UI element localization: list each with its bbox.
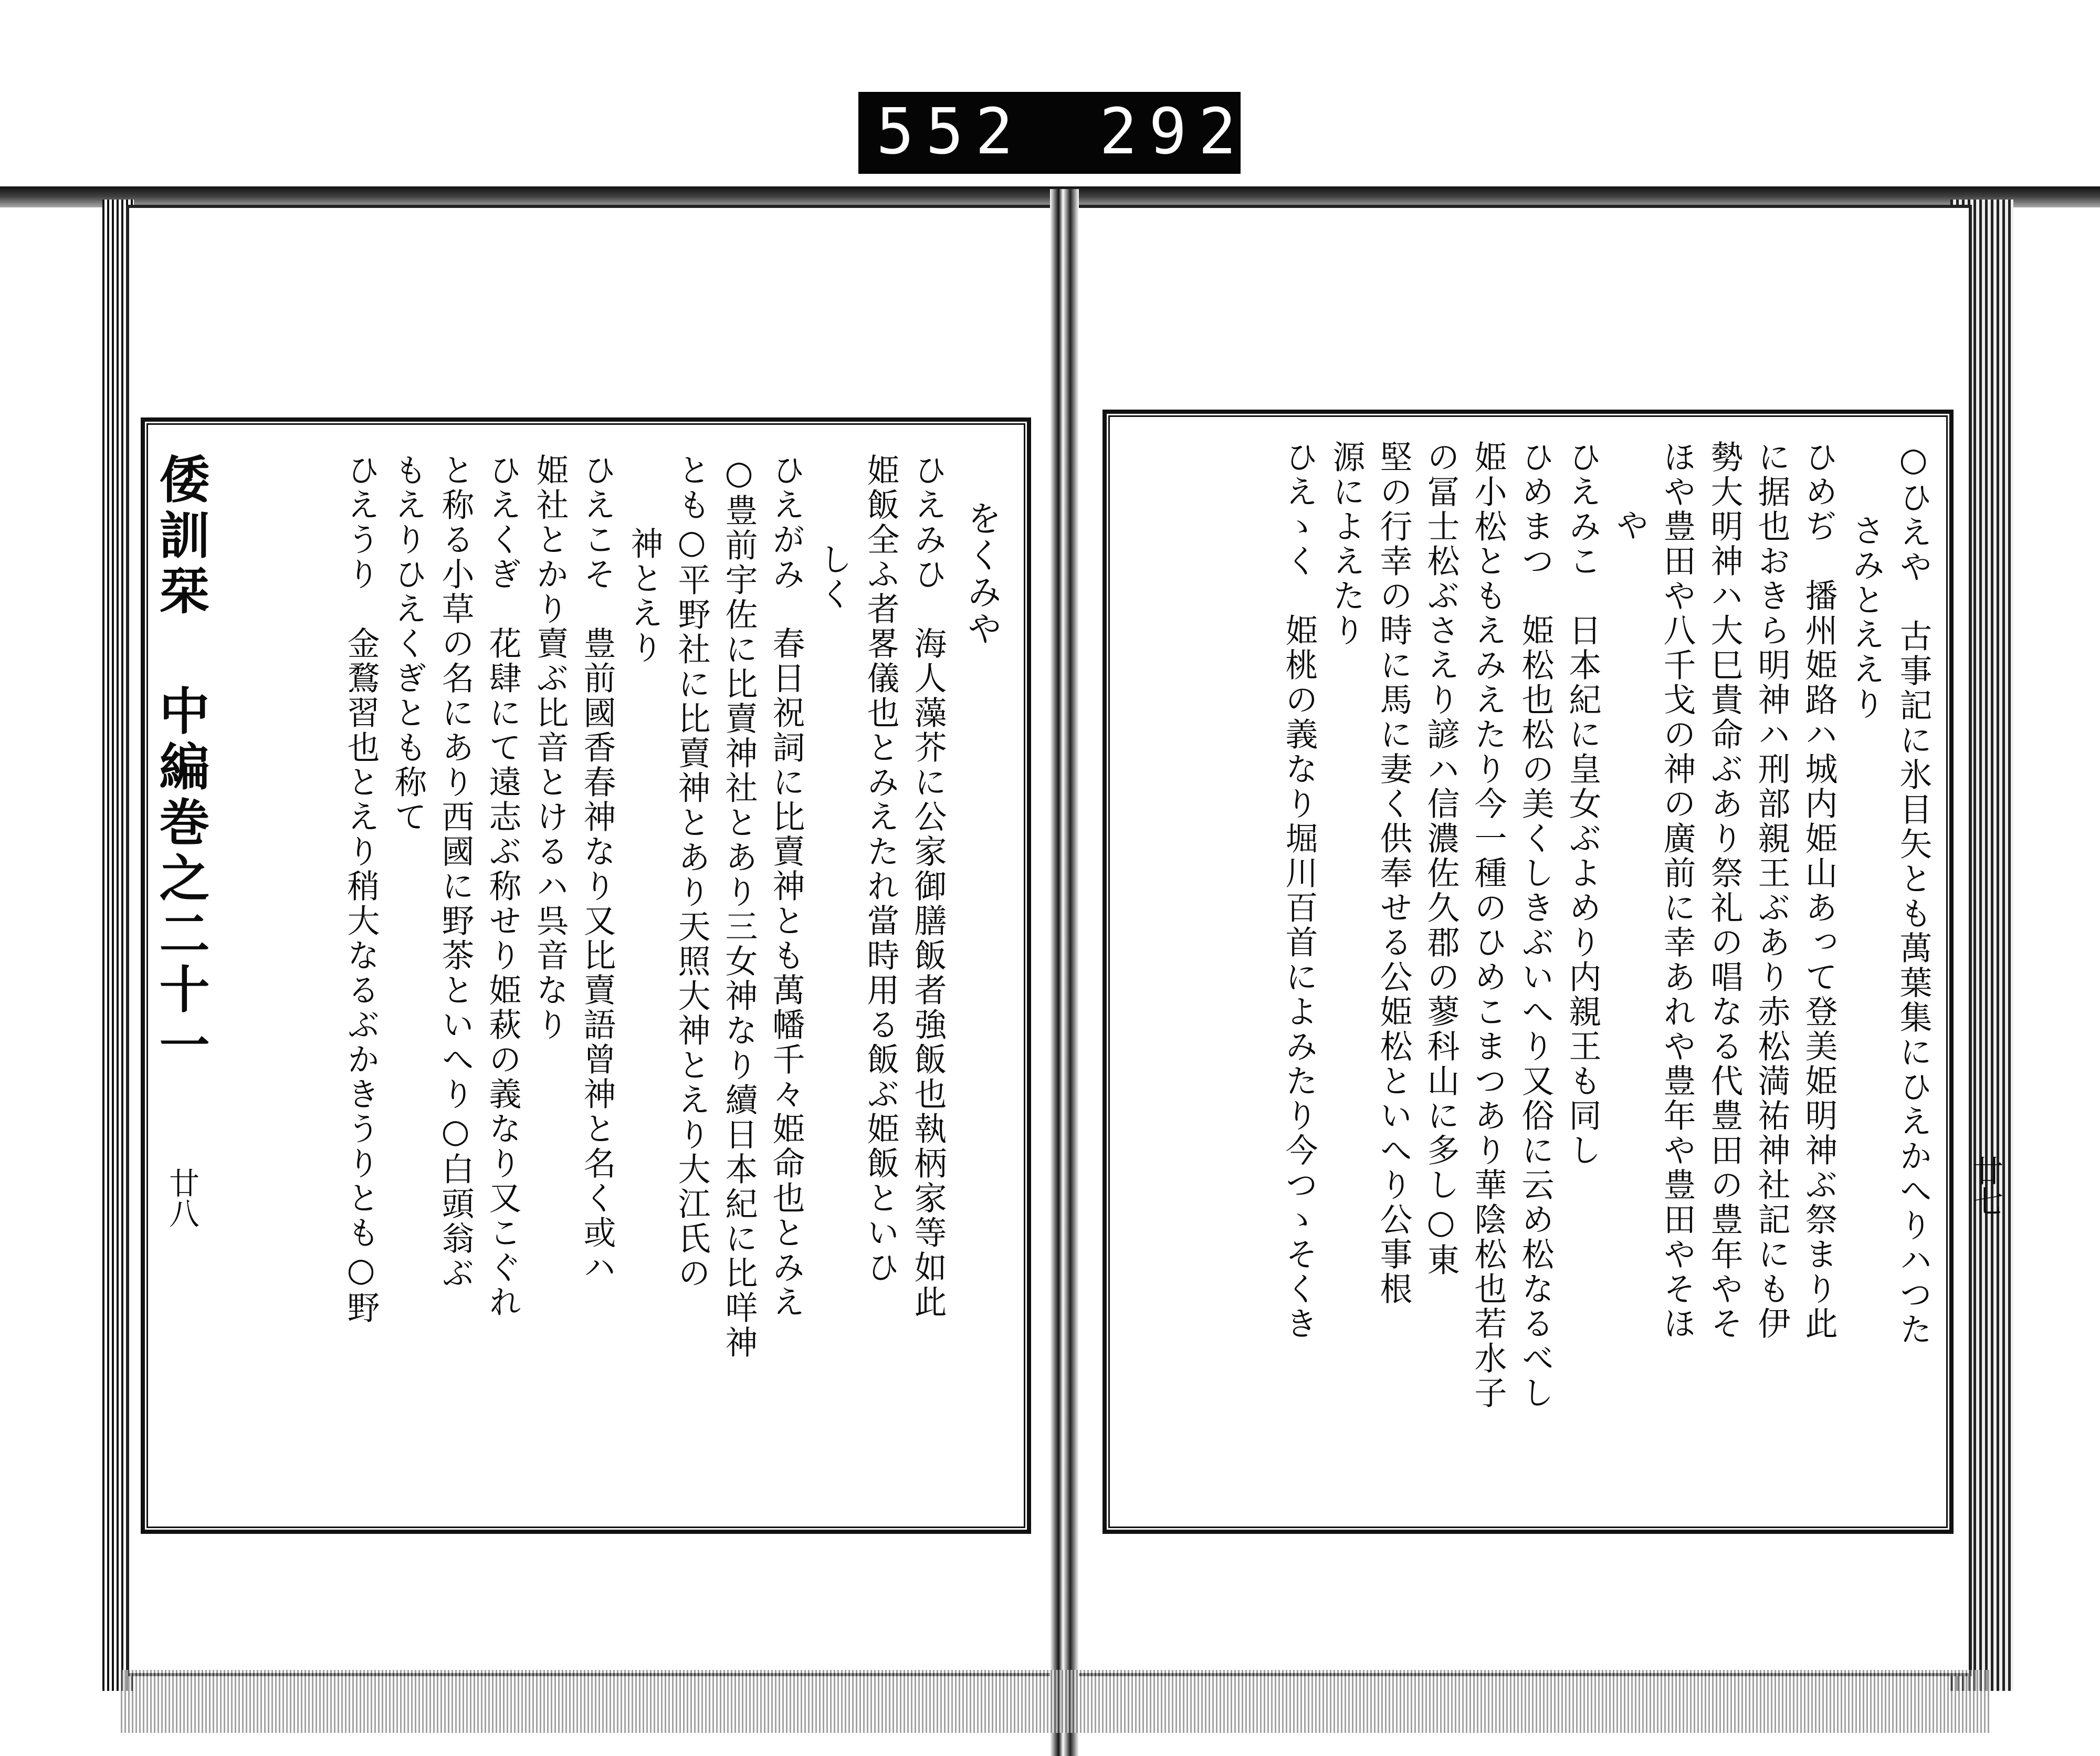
left-col-1: をくみや <box>961 500 1002 647</box>
right-col-13: 源によえたり <box>1327 440 1366 648</box>
right-col-4: に据也おきら明神ハ刑部親王ぶあり赤松満祐神社記にも伊 <box>1752 440 1791 1341</box>
right-col-5: 勢大明神ハ大巳貴命ぶあり祭礼の唱なる代豊田の豊年やそ <box>1705 440 1744 1341</box>
label-left-number: 552 <box>876 96 1025 169</box>
label-card <box>858 92 1297 174</box>
left-col-11: ひえくぎ 花肆にて遠志ぶ称せり姫萩の義なり又こぐれ <box>484 453 522 1320</box>
right-col-2: さみとええり <box>1847 514 1885 722</box>
right-folio: 廿七 <box>1968 1155 2003 1216</box>
left-col-13: もえりひえくぎとも称て <box>389 453 427 834</box>
right-col-3: ひめぢ 播州姫路ハ城内姫山あって登美姫明神ぶ祭まり此 <box>1800 440 1838 1341</box>
left-col-8: 神とえり <box>625 527 664 665</box>
left-col-9: ひえこそ 豊前國香春神なり又比賣語曾神と名く或ハ <box>578 453 616 1285</box>
left-page-title: 倭訓栞 中編巻之二十一 <box>151 453 211 1074</box>
left-col-14: ひえうり 金鶩習也とえり稍大なるぶかきうりとも○野 <box>342 453 380 1325</box>
book-bottom-edge <box>121 1670 1990 1733</box>
right-col-10: 姫小松ともえみえたり今一種のひめこまつあり華陰松也若水子 <box>1469 440 1507 1410</box>
right-col-7: や <box>1611 508 1649 543</box>
right-col-11: の冨士松ぶさえり諺ハ信濃佐久郡の蓼科山に多し○東 <box>1422 440 1460 1278</box>
left-col-12: と称る小草の名にあり西國に野茶といへり○白頭翁ぶ <box>436 453 475 1291</box>
left-col-7: とも○平野社に比賣神とあり天照大神とえり大江氏の <box>673 453 711 1291</box>
left-col-6: ○豊前宇佐に比賣神社とあり三女神なり續日本紀に比咩神 <box>720 453 758 1360</box>
right-col-1: ○ひえや 古事記に氷目矢とも萬葉集にひえかへりハつた <box>1894 440 1933 1347</box>
book-spine <box>1050 189 1079 1756</box>
right-text-frame <box>1102 410 1954 1534</box>
right-col-14: ひえゝく 姫桃の義なり堀川百首によみたり今つゝそくき <box>1280 440 1318 1341</box>
right-col-12: 堅の行幸の時に馬に妻く供奉せる公姫松といへり公事根 <box>1374 440 1413 1306</box>
left-col-5: ひえがみ 春日祝詞に比賣神とも萬幡千々姫命也とみえ <box>767 453 805 1320</box>
left-col-2: ひえみひ 海人藻芥に公家御膳飯者強飯也執柄家等如此 <box>909 453 947 1320</box>
left-col-4: しく <box>814 542 853 612</box>
left-folio: 廿八 <box>164 1167 200 1228</box>
right-col-8: ひえみこ 日本紀に皇女ぶよめり内親王も同し <box>1563 440 1602 1168</box>
left-text-frame <box>141 417 1031 1534</box>
left-col-10: 姫社とかり賣ぶ比音とけるハ呉音なり <box>531 453 569 1042</box>
label-right-number: 292. <box>1099 96 1297 169</box>
right-col-6: ほや豊田や八千戈の神の廣前に幸あれや豊年や豊田やそほ <box>1658 440 1696 1341</box>
right-col-9: ひめまつ 姫松也松の美くしきぶいへり又俗に云め松なるべし <box>1516 440 1555 1410</box>
left-col-3: 姫飯全ふ者畧儀也とみえたれ當時用る飯ぶ姫飯といひ <box>862 453 900 1285</box>
